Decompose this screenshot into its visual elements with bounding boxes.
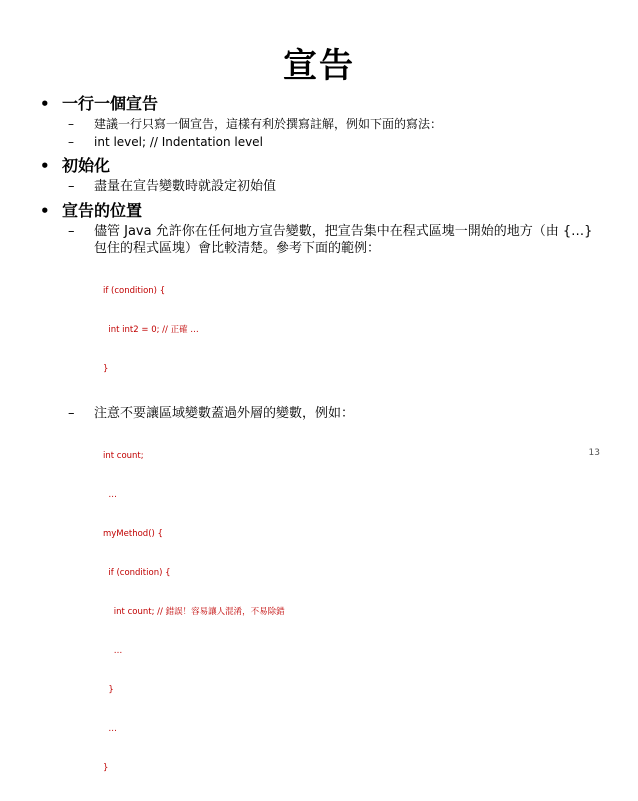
dash-marker: – xyxy=(68,406,75,421)
code-line: int int2 = 0; // 正確 … xyxy=(103,325,199,335)
section-heading: 宣告的位置 xyxy=(62,201,143,220)
code-line: … xyxy=(103,724,117,734)
bullet-declaration-placement xyxy=(40,201,610,221)
bullet-initialization xyxy=(40,156,610,176)
sub-item-text: 注意不要讓區域變數蓋過外層的變數，例如： xyxy=(94,406,355,421)
sub-item-text: 盡量在宣告變數時就設定初始值 xyxy=(94,179,277,194)
slide-content xyxy=(40,94,610,801)
page-number: 13 xyxy=(588,448,600,458)
dash-marker: – xyxy=(68,179,75,194)
code-line: } xyxy=(103,685,114,695)
dash-marker: – xyxy=(68,135,74,149)
code-example-correct xyxy=(103,259,610,402)
bullet-marker: • xyxy=(40,157,50,175)
dash-marker: – xyxy=(68,117,74,131)
code-line: int count; xyxy=(103,451,144,461)
sub-item xyxy=(68,178,610,195)
code-line: … xyxy=(103,646,123,656)
sub-item-text: int level; // Indentation level xyxy=(94,135,263,149)
code-example-wrong xyxy=(103,424,610,801)
sub-item-text: 儘管 Java 允許你在任何地方宣告變數，把宣告集中在程式區塊一開始的地方（由 {…} 包住的程式區塊）會比較清楚。參考下面的範例： xyxy=(94,224,593,256)
bullet-marker: • xyxy=(40,202,50,220)
dash-marker: – xyxy=(68,224,75,239)
code-line: … xyxy=(103,490,117,500)
bullet-one-declaration-per-line xyxy=(40,94,610,114)
code-line: if (condition) { xyxy=(103,568,171,578)
bullet-marker: • xyxy=(40,95,50,113)
section-heading: 一行一個宣告 xyxy=(62,94,159,113)
code-line: myMethod() { xyxy=(103,529,163,539)
sub-item xyxy=(68,116,610,132)
sub-item xyxy=(68,405,610,422)
code-line: } xyxy=(103,364,109,374)
sub-item xyxy=(68,134,610,150)
code-line: if (condition) { xyxy=(103,286,166,296)
code-line: int count; // 錯誤！容易讓人混淆，不易除錯 xyxy=(103,607,285,617)
sub-item-text: 建議一行只寫一個宣告，這樣有利於撰寫註解，例如下面的寫法： xyxy=(94,117,443,131)
code-line: } xyxy=(103,763,109,773)
sub-item xyxy=(68,223,608,257)
slide-title: 宣告 xyxy=(283,46,355,86)
section-heading: 初始化 xyxy=(62,156,111,175)
